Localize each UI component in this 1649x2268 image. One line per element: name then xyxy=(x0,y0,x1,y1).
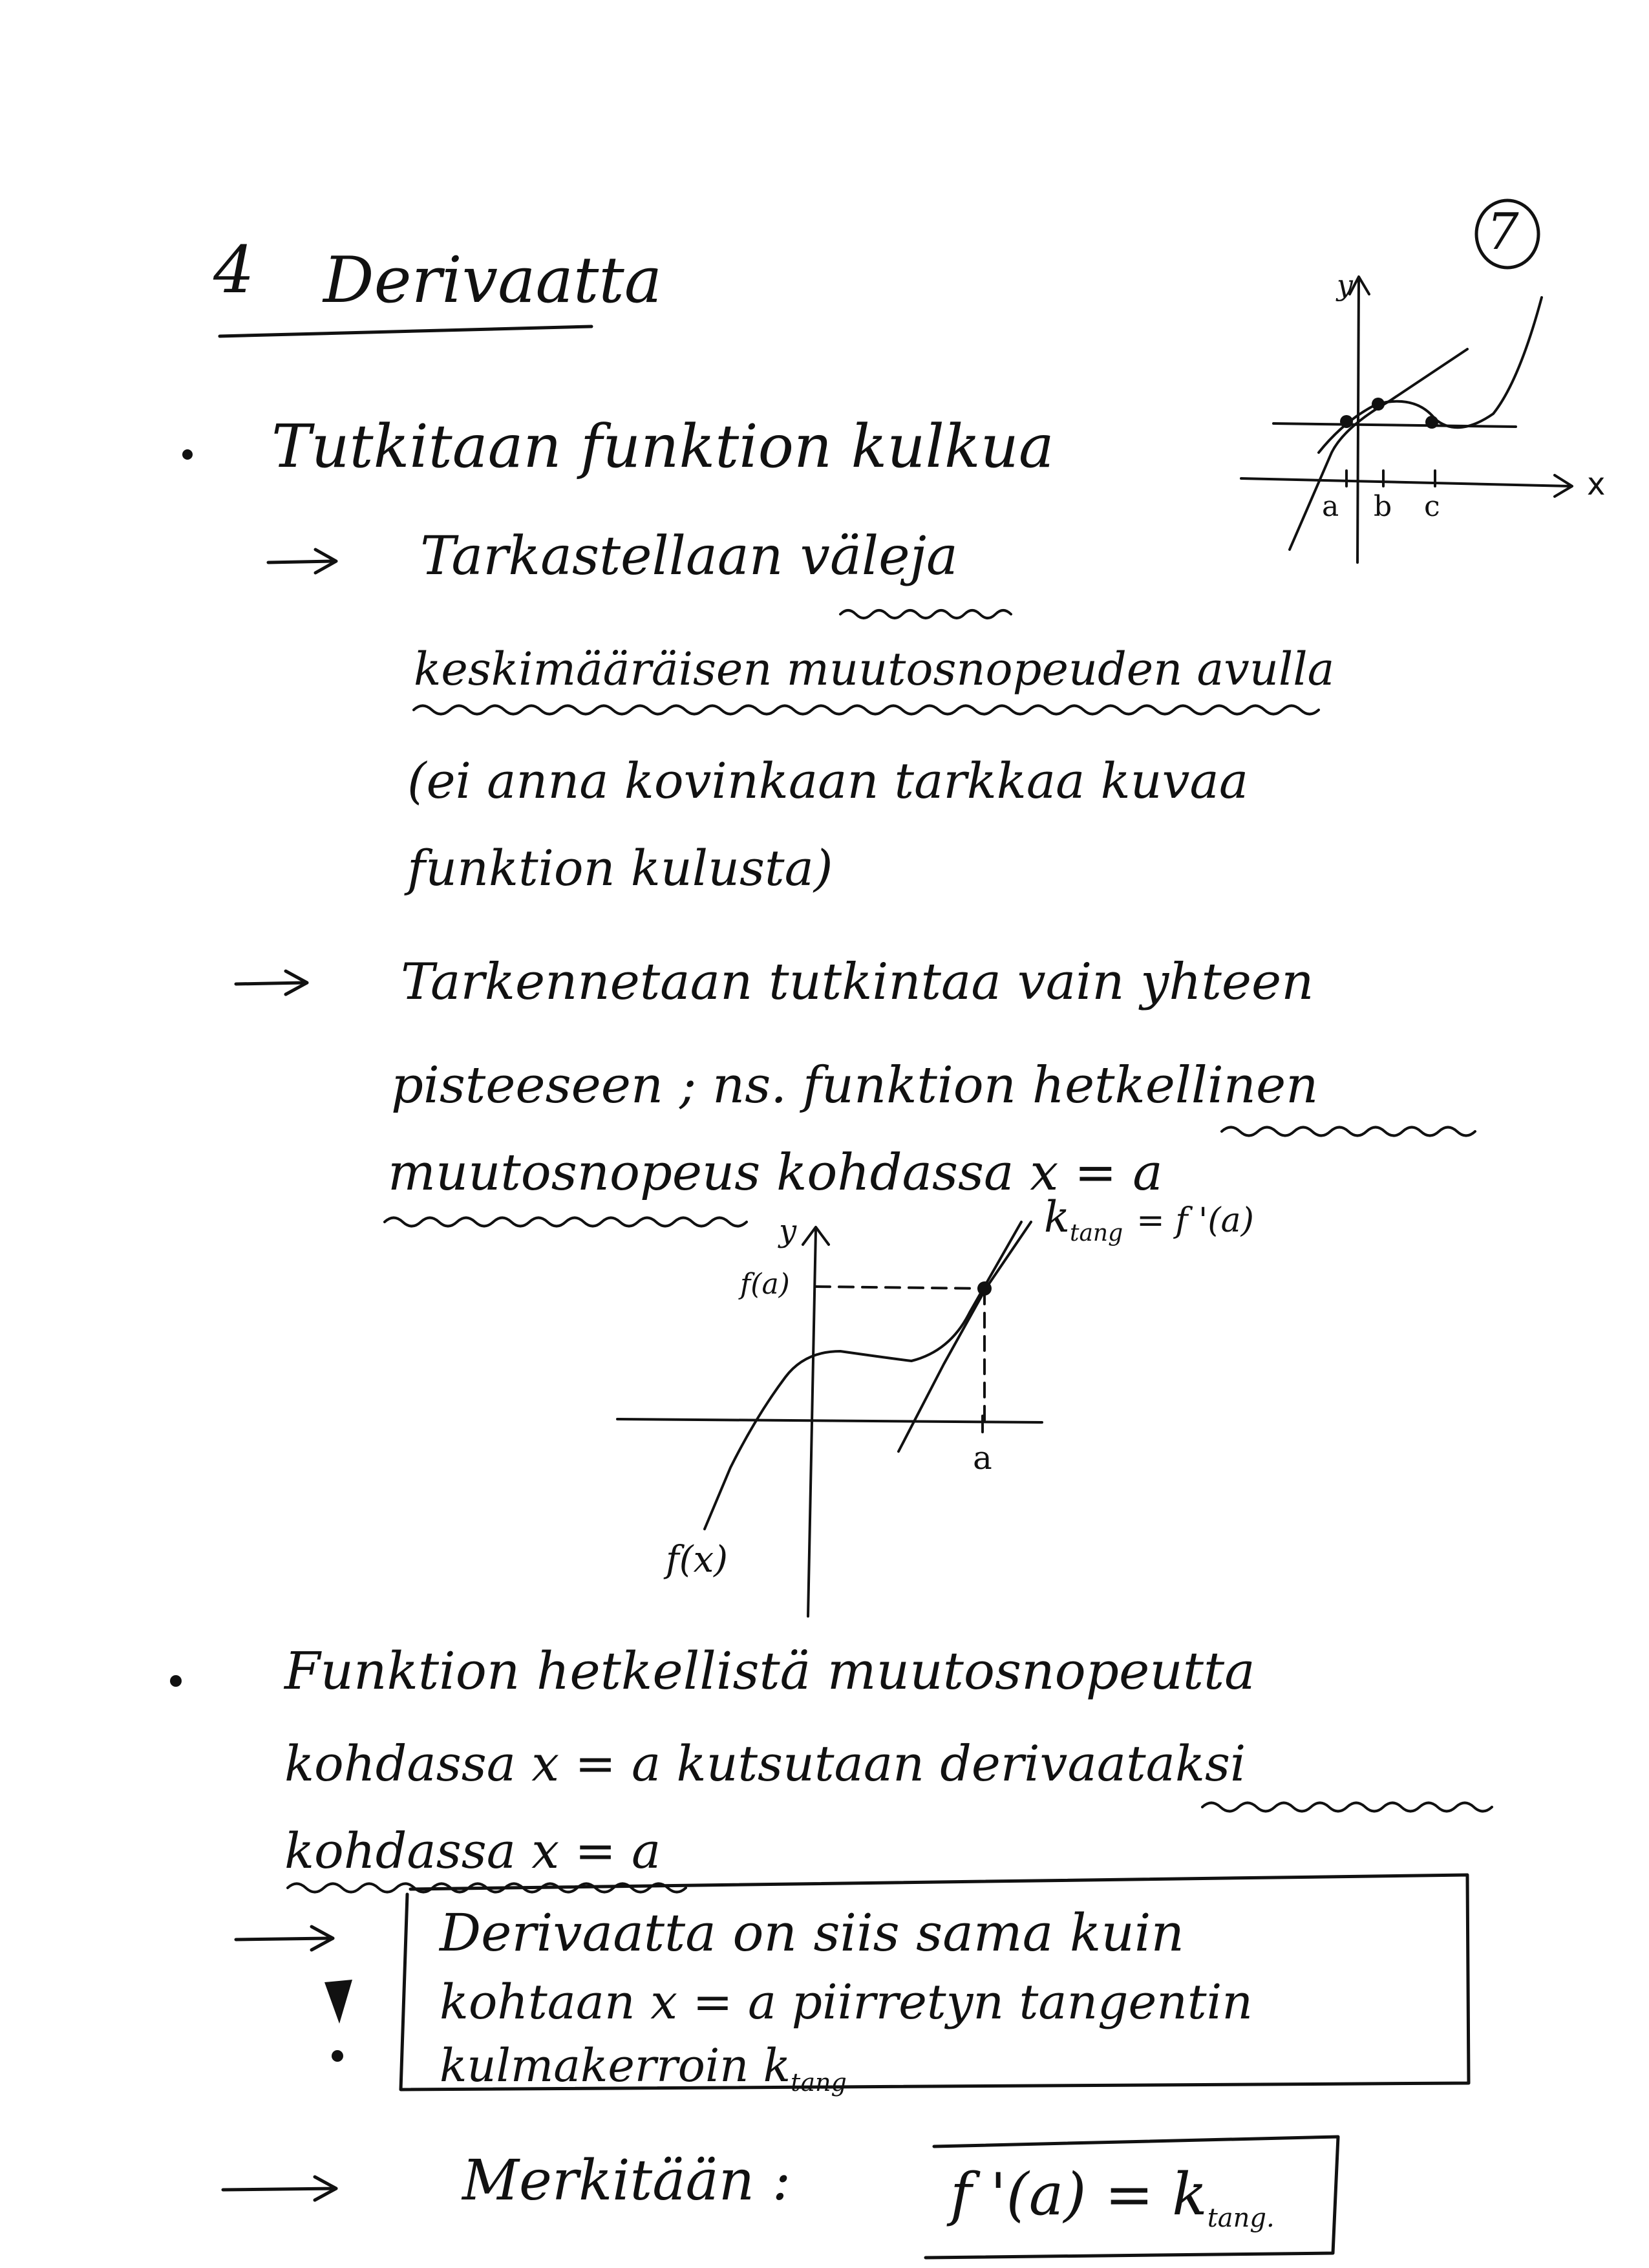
small-graph-y-label: y xyxy=(1337,269,1353,302)
heading-number: 4 xyxy=(213,232,255,308)
arrow-2-line-1: Tarkennetaan tutkintaa vain yhteen xyxy=(401,953,1314,1011)
bullet-dot-2 xyxy=(170,1675,182,1687)
page-number: 7 xyxy=(1487,203,1519,261)
arrow-1-line-1: Tarkastellaan väleja xyxy=(420,526,958,587)
tangent-equation: = f '(a) xyxy=(1136,1201,1254,1240)
exclamation-icon xyxy=(324,1980,352,2062)
main-graph-a-label: a xyxy=(973,1439,992,1477)
wavy-underline-muutosnopeus xyxy=(385,1218,747,1226)
arrow-icon-3 xyxy=(236,1927,333,1950)
box-line-2: kohtaan x = a piirretyn tangentin xyxy=(440,1974,1253,2030)
bullet-2-line-2: kohdassa x = a kutsutaan derivaataksi xyxy=(284,1735,1246,1792)
small-graph xyxy=(1241,277,1572,562)
bullet-dot-1 xyxy=(182,449,193,460)
bullet-1-text: Tutkitaan funktion kulkua xyxy=(271,412,1054,481)
arrow-1-line-3: (ei anna kovinkaan tarkkaa kuvaa xyxy=(407,752,1249,809)
arrow-2-line-2: pisteeseen ; ns. funktion hetkellinen xyxy=(391,1056,1319,1115)
heading-underline xyxy=(220,326,591,336)
wavy-underline-derivaataksi xyxy=(1202,1803,1492,1812)
box-line-3-sub: tang xyxy=(791,2068,847,2097)
arrow-icon-1 xyxy=(268,550,336,573)
wavy-underline-valeja xyxy=(840,610,1011,618)
notation-formula-sub: tang. xyxy=(1207,2203,1275,2233)
notation-label: Merkitään : xyxy=(462,2148,791,2213)
main-graph-y-label: y xyxy=(779,1213,797,1249)
notation-formula-text: f '(a) = k xyxy=(950,2161,1207,2229)
arrow-2-line-3: muutosnopeus kohdassa x = a xyxy=(388,1144,1163,1202)
arrow-1-line-2: keskimääräisen muutosnopeuden avulla xyxy=(414,643,1335,696)
small-graph-tick-a: a xyxy=(1322,490,1339,523)
small-graph-tick-b: b xyxy=(1374,490,1392,523)
tangent-k: k xyxy=(1044,1192,1070,1242)
box-line-3 xyxy=(440,2039,847,2097)
box-line-3-text: kulmakerroin k xyxy=(440,2039,791,2092)
small-graph-tick-c: c xyxy=(1424,490,1440,523)
bullet-2-line-3: kohdassa x = a xyxy=(284,1822,661,1879)
bullet-2-line-1: Funktion hetkellistä muutosnopeutta xyxy=(284,1641,1255,1701)
arrow-icon-4 xyxy=(223,2177,336,2200)
wavy-underline-hetkellinen xyxy=(1222,1128,1475,1136)
arrow-icon-2 xyxy=(236,971,307,994)
small-graph-x-label: x xyxy=(1587,466,1606,502)
tangent-sub: tang xyxy=(1070,1220,1123,1247)
tangent-label xyxy=(1044,1192,1254,1247)
notation-formula xyxy=(950,2161,1275,2233)
wavy-underline-keskimaaraisen xyxy=(414,706,1319,714)
main-graph-fx-label: f(x) xyxy=(666,1539,729,1581)
arrow-1-line-4: funktion kulusta) xyxy=(407,839,833,897)
main-graph-fa-label: f(a) xyxy=(740,1268,790,1301)
box-line-1: Derivaatta on siis sama kuin xyxy=(440,1903,1184,1963)
heading-title: Derivaatta xyxy=(323,244,663,317)
